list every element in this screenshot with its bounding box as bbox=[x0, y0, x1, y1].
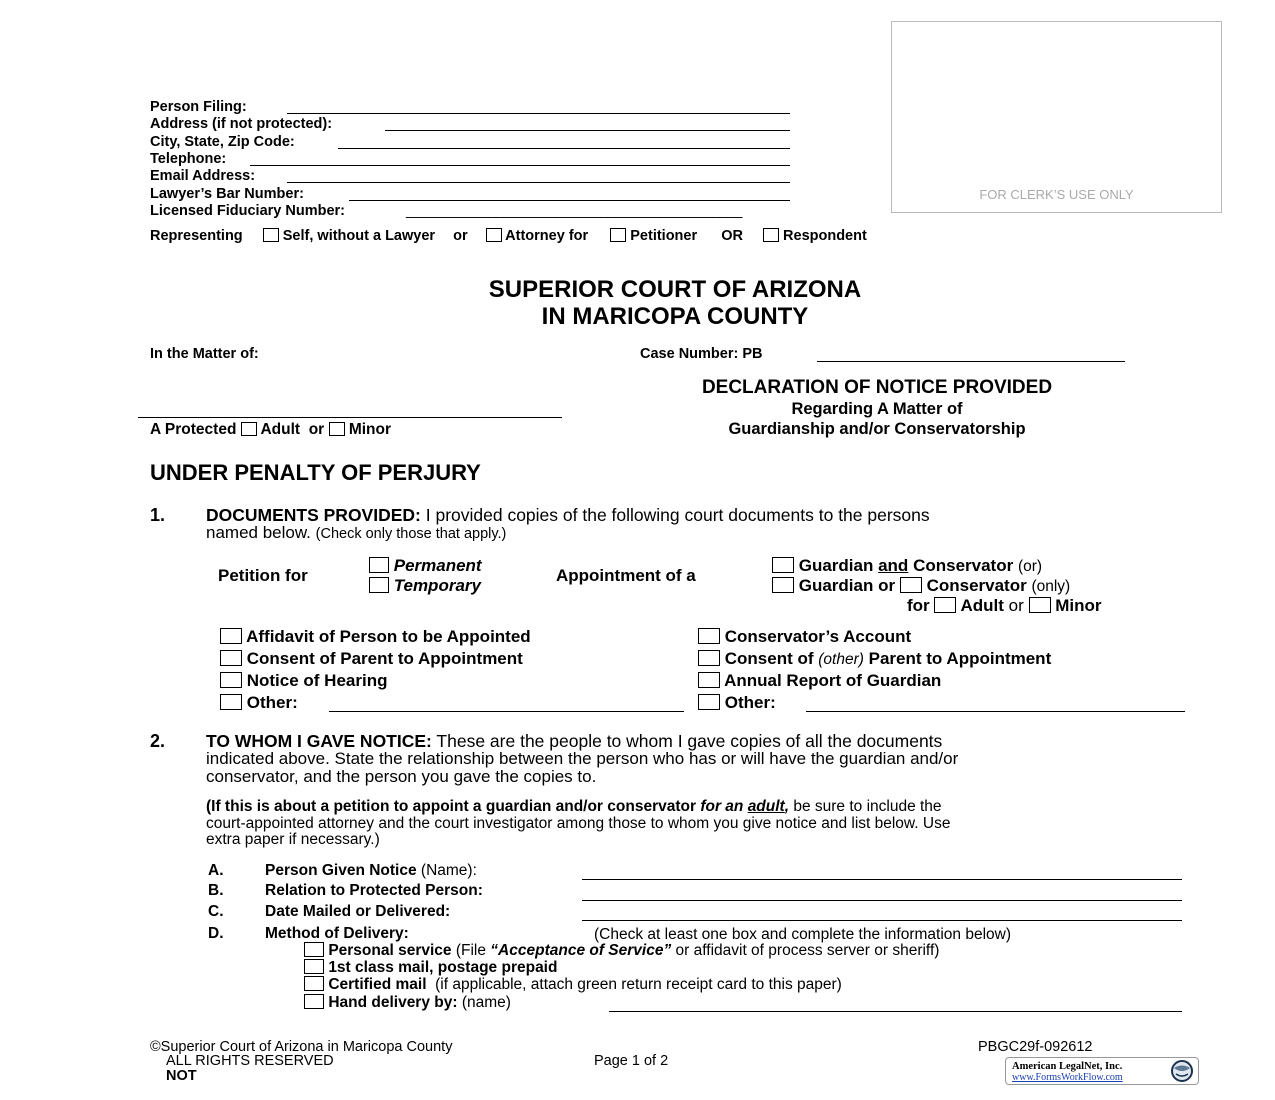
protected-or: or bbox=[308, 421, 325, 438]
delivery-hand-line[interactable] bbox=[609, 1011, 1182, 1012]
item-c-line[interactable] bbox=[582, 920, 1182, 921]
item-d-letter: D. bbox=[208, 925, 224, 942]
court-title-line2: IN MARICOPA COUNTY bbox=[541, 303, 809, 330]
doc-consent-other-parent-checkbox[interactable] bbox=[698, 650, 720, 666]
doc-conservators-account-row bbox=[698, 627, 911, 647]
doc-consent-of-label: Consent of bbox=[724, 649, 814, 668]
section2-note3: extra paper if necessary.) bbox=[206, 831, 380, 848]
delivery-personal-c: or affidavit of process server or sheriff) bbox=[671, 942, 940, 959]
appointment-of-label: Appointment of a bbox=[556, 566, 696, 585]
for-adult-label: Adult bbox=[960, 596, 1004, 615]
legalnet-url[interactable]: www.FormsWorkFlow.com bbox=[1012, 1072, 1123, 1083]
item-a-name: (Name): bbox=[420, 862, 477, 879]
delivery-personal-label: Personal service bbox=[328, 942, 452, 959]
temporary-label: Temporary bbox=[393, 576, 481, 595]
delivery-personal-a: (File bbox=[451, 942, 491, 959]
footer-page: Page 1 of 2 bbox=[594, 1053, 669, 1069]
for-minor-label: Minor bbox=[1055, 596, 1102, 615]
address-label: Address (if not protected): bbox=[150, 116, 333, 132]
doc-notice-hearing-label: Notice of Hearing bbox=[246, 671, 388, 690]
permanent-checkbox[interactable] bbox=[369, 557, 389, 573]
section1-text1: I provided copies of the following court documents to the persons bbox=[420, 505, 930, 525]
bar-number-line[interactable] bbox=[349, 200, 790, 201]
doc-other-italic: (other) bbox=[818, 651, 864, 668]
footer-copyright: ©Superior Court of Arizona in Maricopa County bbox=[150, 1039, 453, 1055]
footer-form-code: PBGC29f-092612 bbox=[978, 1039, 1093, 1055]
doc-affidavit-row bbox=[220, 627, 531, 647]
globe-icon bbox=[1169, 1059, 1195, 1083]
doc-annual-report-checkbox[interactable] bbox=[698, 672, 720, 688]
doc-other-right-row bbox=[698, 693, 776, 713]
self-label: Self, without a Lawyer bbox=[282, 228, 436, 244]
delivery-hand-note: (name) bbox=[461, 994, 511, 1011]
for-adult-minor-row bbox=[907, 596, 1102, 616]
item-a-letter: A. bbox=[208, 862, 224, 879]
self-checkbox[interactable] bbox=[263, 228, 279, 242]
permanent-label: Permanent bbox=[393, 556, 482, 575]
respondent-checkbox[interactable] bbox=[763, 228, 779, 242]
legalnet-badge[interactable] bbox=[1005, 1057, 1199, 1085]
matter-line[interactable] bbox=[138, 417, 562, 418]
doc-other-left-checkbox[interactable] bbox=[220, 694, 242, 710]
protected-row bbox=[150, 421, 391, 439]
and-label: and bbox=[878, 556, 909, 575]
section2-note-bi: for an bbox=[700, 798, 748, 815]
doc-consent-other-parent-row bbox=[698, 649, 1051, 669]
only-paren: (only) bbox=[1031, 578, 1071, 595]
section1-line2 bbox=[206, 523, 506, 543]
fiduciary-line[interactable]: _____________________________________________ bbox=[406, 203, 742, 219]
delivery-first-class-label: 1st class mail, postage prepaid bbox=[328, 959, 558, 976]
guardian-and-conservator-row bbox=[772, 556, 1042, 576]
item-b-line[interactable] bbox=[582, 900, 1182, 901]
guardian-or-conservator-row bbox=[772, 576, 1070, 596]
doc-other-left-row bbox=[220, 693, 298, 713]
item-b-label: Relation to Protected Person: bbox=[265, 882, 483, 899]
protected-adult-label: Adult bbox=[260, 421, 301, 438]
section1-text2: named below. bbox=[206, 523, 311, 542]
penalty-heading: UNDER PENALTY OF PERJURY bbox=[150, 460, 481, 485]
matter-label: In the Matter of: bbox=[150, 346, 259, 362]
footer-rights: ALL RIGHTS RESERVED bbox=[166, 1053, 334, 1069]
petitioner-label: Petitioner bbox=[630, 228, 698, 244]
petition-for-label: Petition for bbox=[218, 566, 308, 585]
telephone-line[interactable] bbox=[250, 165, 790, 166]
doc-affidavit-label: Affidavit of Person to be Appointed bbox=[246, 627, 531, 646]
or-paren: (or) bbox=[1017, 558, 1043, 575]
case-number-label: Case Number: PB bbox=[640, 346, 763, 362]
city-line[interactable] bbox=[338, 148, 790, 149]
item-a-label: Person Given Notice bbox=[265, 862, 417, 879]
item-a-row bbox=[265, 862, 477, 880]
doc-other-right-checkbox[interactable] bbox=[698, 694, 720, 710]
protected-adult-checkbox[interactable] bbox=[241, 422, 257, 436]
for-label: for bbox=[907, 596, 930, 615]
fiduciary-label: Licensed Fiduciary Number: bbox=[150, 203, 345, 219]
section1-heading: DOCUMENTS PROVIDED: bbox=[206, 505, 421, 525]
email-label: Email Address: bbox=[150, 168, 256, 184]
conservator-only-label: Conservator bbox=[926, 576, 1027, 595]
doc-other-right-label: Other: bbox=[724, 693, 776, 712]
petitioner-checkbox[interactable] bbox=[610, 228, 626, 242]
doc-annual-report-label: Annual Report of Guardian bbox=[724, 671, 942, 690]
doc-affidavit-checkbox[interactable] bbox=[220, 628, 242, 644]
for-adult-checkbox[interactable] bbox=[934, 597, 956, 613]
address-line[interactable] bbox=[385, 130, 790, 131]
delivery-certified-note: (if applicable, attach green return receipt card to this paper) bbox=[435, 976, 842, 993]
section2-heading: TO WHOM I GAVE NOTICE: bbox=[206, 731, 432, 751]
attorney-label: Attorney for bbox=[505, 228, 589, 244]
section1-note: (Check only those that apply.) bbox=[315, 526, 507, 542]
doc-annual-report-row bbox=[698, 671, 941, 691]
section2-text3: conservator, and the person you gave the copies to. bbox=[206, 767, 597, 786]
respondent-label: Respondent bbox=[783, 228, 867, 244]
guardian-label: Guardian bbox=[798, 556, 874, 575]
section2-note-comma: , bbox=[784, 798, 790, 815]
email-line[interactable] bbox=[287, 182, 790, 183]
person-filing-line[interactable] bbox=[287, 113, 790, 114]
item-b-letter: B. bbox=[208, 882, 224, 899]
doc-consent-parent-label: Consent of Parent to Appointment bbox=[246, 649, 523, 668]
doc-other-right-line[interactable] bbox=[806, 711, 1185, 712]
or-text-2: OR bbox=[721, 228, 743, 244]
court-title bbox=[0, 276, 1275, 330]
legalnet-brand: American LegalNet, Inc. bbox=[1012, 1061, 1123, 1072]
person-filing-label: Person Filing: bbox=[150, 99, 247, 115]
guardian-and-conservator-checkbox[interactable] bbox=[772, 557, 794, 573]
temporary-checkbox[interactable] bbox=[369, 577, 389, 593]
temporary-row bbox=[369, 576, 481, 596]
item-d-label: Method of Delivery: bbox=[265, 925, 409, 942]
declaration-title-line1: DECLARATION OF NOTICE PROVIDED bbox=[701, 377, 1053, 398]
section2-text2: indicated above. State the relationship between the person who has or will have the guardian and/or bbox=[206, 749, 959, 768]
delivery-certified-label: Certified mail bbox=[328, 976, 427, 993]
delivery-personal-b: “Acceptance of Service” bbox=[490, 942, 672, 959]
section1-number: 1. bbox=[150, 505, 166, 525]
doc-consent-parent-checkbox[interactable] bbox=[220, 650, 242, 666]
doc-conservators-account-checkbox[interactable] bbox=[698, 628, 720, 644]
declaration-title-line2: Regarding A Matter of bbox=[791, 400, 963, 418]
representing-label: Representing bbox=[150, 228, 243, 244]
doc-consent-parent-row bbox=[220, 649, 523, 669]
doc-parent-to-appointment-label: Parent to Appointment bbox=[868, 649, 1052, 668]
section2-note-adult: adult bbox=[747, 798, 785, 815]
declaration-title bbox=[627, 377, 1127, 439]
delivery-certified-checkbox[interactable] bbox=[304, 976, 324, 991]
protected-minor-checkbox[interactable] bbox=[329, 422, 345, 436]
footer-not: NOT bbox=[166, 1068, 197, 1084]
doc-notice-hearing-checkbox[interactable] bbox=[220, 672, 242, 688]
for-or: or bbox=[1008, 596, 1024, 615]
section2-note-line1 bbox=[206, 798, 942, 816]
item-c-label: Date Mailed or Delivered: bbox=[265, 903, 451, 920]
conservator-label: Conservator bbox=[913, 556, 1014, 575]
delivery-first-class-checkbox[interactable] bbox=[304, 959, 324, 974]
delivery-hand-checkbox[interactable] bbox=[304, 994, 324, 1009]
protected-label: A Protected bbox=[150, 421, 237, 438]
delivery-personal-checkbox[interactable] bbox=[304, 942, 324, 957]
clerk-use-box bbox=[891, 21, 1222, 213]
section2-text1: These are the people to whom I gave copies of all the documents bbox=[431, 731, 943, 751]
item-c-letter: C. bbox=[208, 903, 224, 920]
telephone-label: Telephone: bbox=[150, 151, 227, 167]
permanent-row bbox=[369, 556, 482, 576]
delivery-personal-row bbox=[304, 942, 939, 960]
or-text: or bbox=[453, 228, 468, 244]
conservator-only-checkbox[interactable] bbox=[900, 577, 922, 593]
section2-note-b1: (If this is about a petition to appoint a guardian and/or conservator bbox=[206, 798, 701, 815]
city-label: City, State, Zip Code: bbox=[150, 134, 295, 150]
attorney-checkbox[interactable] bbox=[486, 228, 502, 242]
section2-note2: court-appointed attorney and the court investigator among those to whom you give notice and list below. Use bbox=[206, 815, 951, 832]
case-number-line[interactable] bbox=[817, 361, 1125, 362]
section2-note-rest: be sure to include the bbox=[789, 798, 942, 815]
delivery-hand-row bbox=[304, 994, 511, 1012]
section2-number: 2. bbox=[150, 731, 166, 751]
delivery-certified-row bbox=[304, 976, 842, 994]
doc-conservators-account-label: Conservator’s Account bbox=[724, 627, 912, 646]
item-a-line[interactable] bbox=[582, 879, 1182, 880]
item-d-note: (Check at least one box and complete the information below) bbox=[594, 926, 1012, 943]
for-minor-checkbox[interactable] bbox=[1029, 597, 1051, 613]
guardian-or-label: Guardian or bbox=[798, 576, 896, 595]
protected-minor-label: Minor bbox=[348, 421, 392, 438]
doc-other-left-label: Other: bbox=[246, 693, 298, 712]
doc-notice-hearing-row bbox=[220, 671, 387, 691]
bar-number-label: Lawyer’s Bar Number: bbox=[150, 186, 304, 202]
clerk-use-label: FOR CLERK’S USE ONLY bbox=[979, 187, 1134, 202]
court-title-line1: SUPERIOR COURT OF ARIZONA bbox=[488, 276, 862, 303]
delivery-hand-label: Hand delivery by: bbox=[328, 994, 458, 1011]
guardian-only-checkbox[interactable] bbox=[772, 577, 794, 593]
doc-other-left-line[interactable] bbox=[329, 711, 684, 712]
representing-row bbox=[150, 228, 867, 244]
delivery-first-class-row bbox=[304, 959, 557, 977]
declaration-title-line3: Guardianship and/or Conservatorship bbox=[728, 420, 1026, 438]
